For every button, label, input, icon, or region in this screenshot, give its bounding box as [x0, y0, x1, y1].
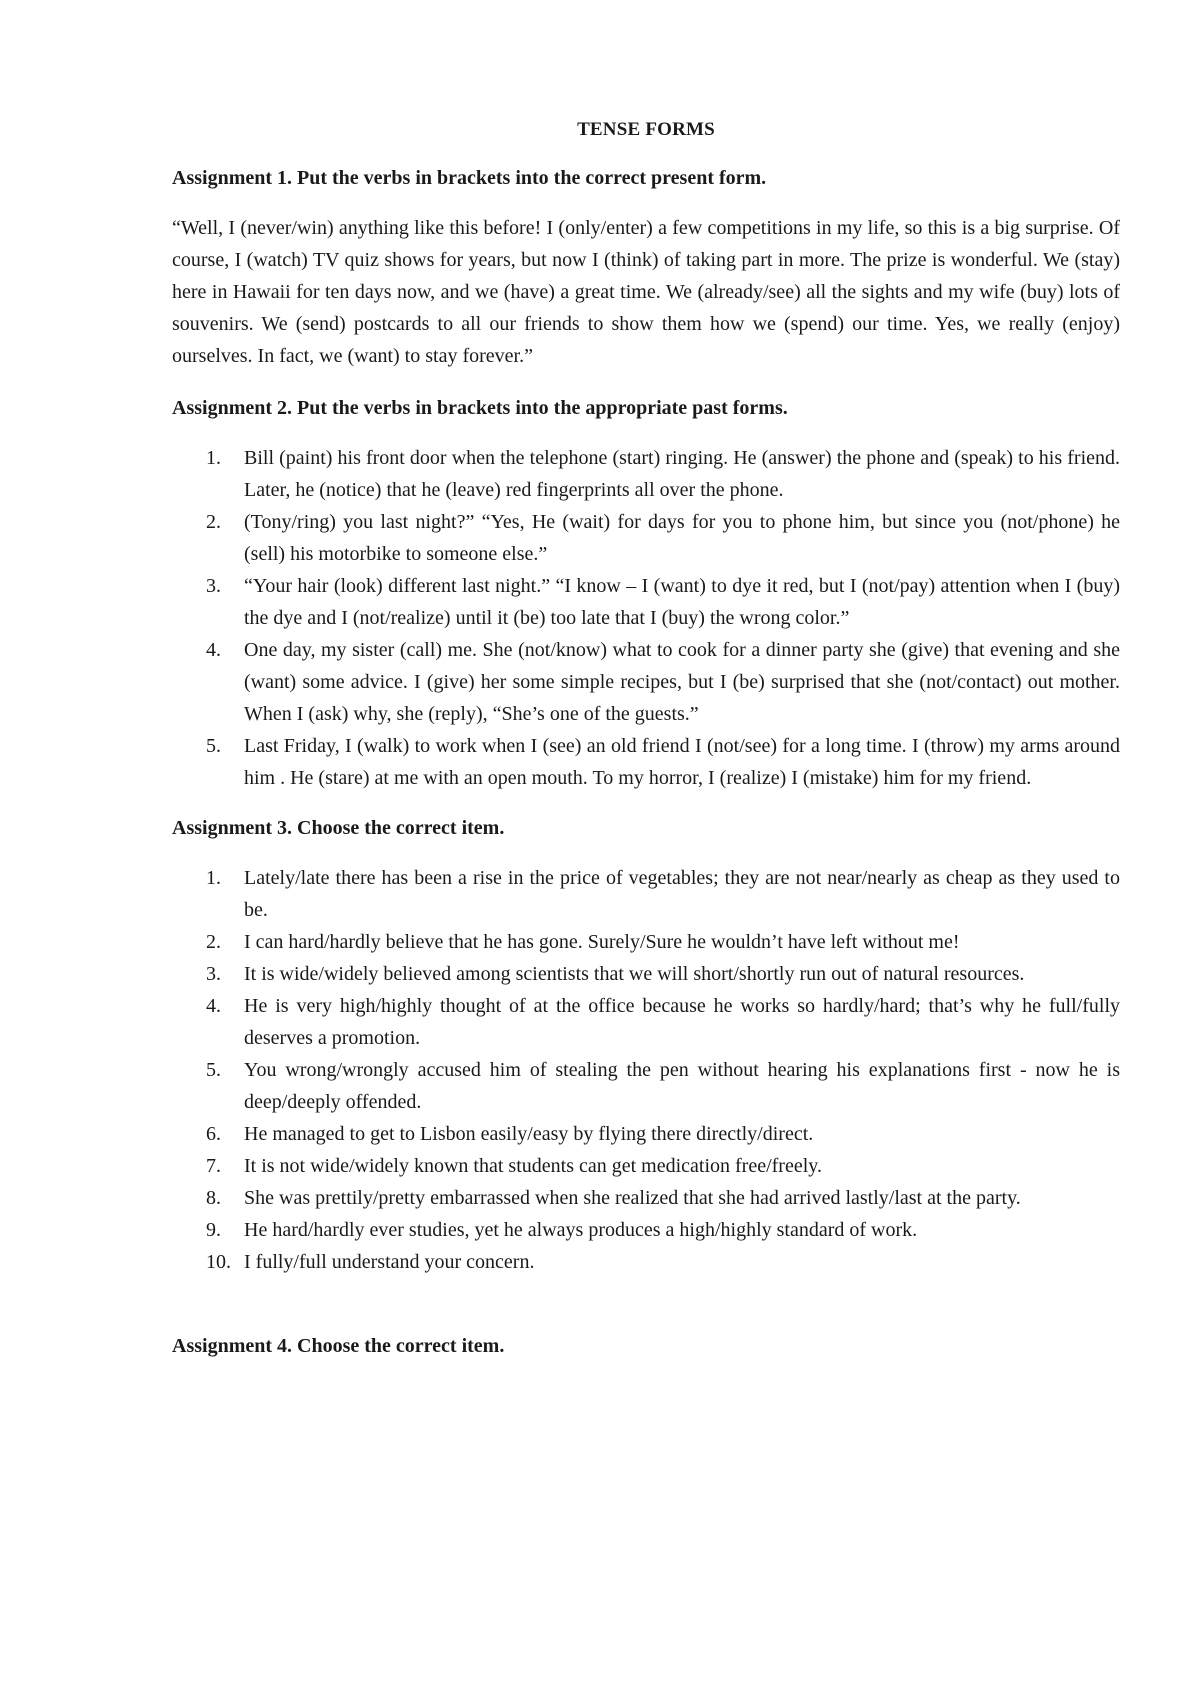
item-text: Bill (paint) his front door when the telephone (start) ringing. He (answer) the phone and (speak) to his friend. Later, he (notice) that he (leave) red fingerprints all over the phone.	[244, 447, 1120, 501]
item-number: 7.	[206, 1155, 221, 1177]
item-number: 9.	[206, 1219, 221, 1241]
item-number: 2.	[206, 931, 221, 953]
item-text: I fully/full understand your concern.	[244, 1251, 535, 1273]
section-spacer	[172, 1296, 1120, 1330]
item-text: He hard/hardly ever studies, yet he always produces a high/highly standard of work.	[244, 1219, 918, 1241]
list-item	[172, 634, 1120, 730]
item-text: It is not wide/widely known that students can get medication free/freely.	[244, 1155, 822, 1177]
item-text: I can hard/hardly believe that he has gone. Surely/Sure he wouldn’t have left without me!	[244, 931, 960, 953]
item-number: 2.	[206, 511, 221, 533]
assignment-3-list	[172, 862, 1120, 1278]
document-title: TENSE FORMS	[577, 119, 715, 140]
list-item	[172, 990, 1120, 1054]
list-item	[172, 1214, 1120, 1246]
assignment-1-heading: Assignment 1. Put the verbs in brackets into the correct present form.	[172, 167, 767, 189]
list-item	[172, 506, 1120, 570]
item-number: 6.	[206, 1123, 221, 1145]
item-text: It is wide/widely believed among scientists that we will short/shortly run out of natural resources.	[244, 963, 1025, 985]
list-item	[172, 1182, 1120, 1214]
item-text: Last Friday, I (walk) to work when I (see) an old friend I (not/see) for a long time. I (throw) my arms around him . He (stare) at me with an open mouth. To my horror, I (realize) I (mistake) him for my friend.	[244, 735, 1120, 789]
list-item	[172, 730, 1120, 794]
item-text: She was prettily/pretty embarrassed when she realized that she had arrived lastly/last at the party.	[244, 1187, 1021, 1209]
list-item	[172, 926, 1120, 958]
item-text: He managed to get to Lisbon easily/easy by flying there directly/direct.	[244, 1123, 814, 1145]
list-item	[172, 570, 1120, 634]
assignment-4-heading: Assignment 4. Choose the correct item.	[172, 1335, 505, 1357]
item-number: 4.	[206, 995, 221, 1017]
item-number: 5.	[206, 735, 221, 757]
item-text: (Tony/ring) you last night?” “Yes, He (wait) for days for you to phone him, but since you (not/phone) he (sell) his motorbike to someone else.”	[244, 511, 1120, 565]
item-number: 8.	[206, 1187, 221, 1209]
document-page	[172, 114, 1120, 1380]
list-item	[172, 862, 1120, 926]
list-item	[172, 1150, 1120, 1182]
item-number: 4.	[206, 639, 221, 661]
item-text: One day, my sister (call) me. She (not/know) what to cook for a dinner party she (give) that evening and she (want) some advice. I (give) her some simple recipes, but I (be) surprised that she (not/contact) out mother. When I (ask) why, she (reply), “She’s one of the guests.”	[244, 639, 1120, 725]
item-text: You wrong/wrongly accused him of stealing the pen without hearing his explanations first - now he is deep/deeply offended.	[244, 1059, 1120, 1113]
item-number: 3.	[206, 963, 221, 985]
item-number: 5.	[206, 1059, 221, 1081]
assignment-2-list	[172, 442, 1120, 794]
item-number: 3.	[206, 575, 221, 597]
list-item	[172, 958, 1120, 990]
list-item	[172, 1054, 1120, 1118]
item-number: 10.	[206, 1251, 231, 1273]
list-item	[172, 1246, 1120, 1278]
item-text: He is very high/highly thought of at the office because he works so hardly/hard; that’s why he full/fully deserves a promotion.	[244, 995, 1120, 1049]
list-item	[172, 1118, 1120, 1150]
assignment-2-heading: Assignment 2. Put the verbs in brackets into the appropriate past forms.	[172, 397, 788, 419]
assignment-1-text: “Well, I (never/win) anything like this before! I (only/enter) a few competitions in my life, so this is a big surprise. Of course, I (watch) TV quiz shows for years, but now I (think) of taking part in more. The prize is wonderful. We (stay) here in Hawaii for ten days now, and we (have) a great time. We (already/see) all the sights and my wife (buy) lots of souvenirs. We (send) postcards to all our friends to show them how we (spend) our time. Yes, we really (enjoy) ourselves. In fact, we (want) to stay forever.”	[172, 217, 1120, 367]
list-item	[172, 442, 1120, 506]
item-number: 1.	[206, 447, 221, 469]
item-number: 1.	[206, 867, 221, 889]
item-text: Lately/late there has been a rise in the price of vegetables; they are not near/nearly as cheap as they used to be.	[244, 867, 1120, 921]
item-text: “Your hair (look) different last night.” “I know – I (want) to dye it red, but I (not/pay) attention when I (buy) the dye and I (not/realize) until it (be) too late that I (buy) the wrong color.”	[244, 575, 1120, 629]
assignment-3-heading: Assignment 3. Choose the correct item.	[172, 817, 505, 839]
